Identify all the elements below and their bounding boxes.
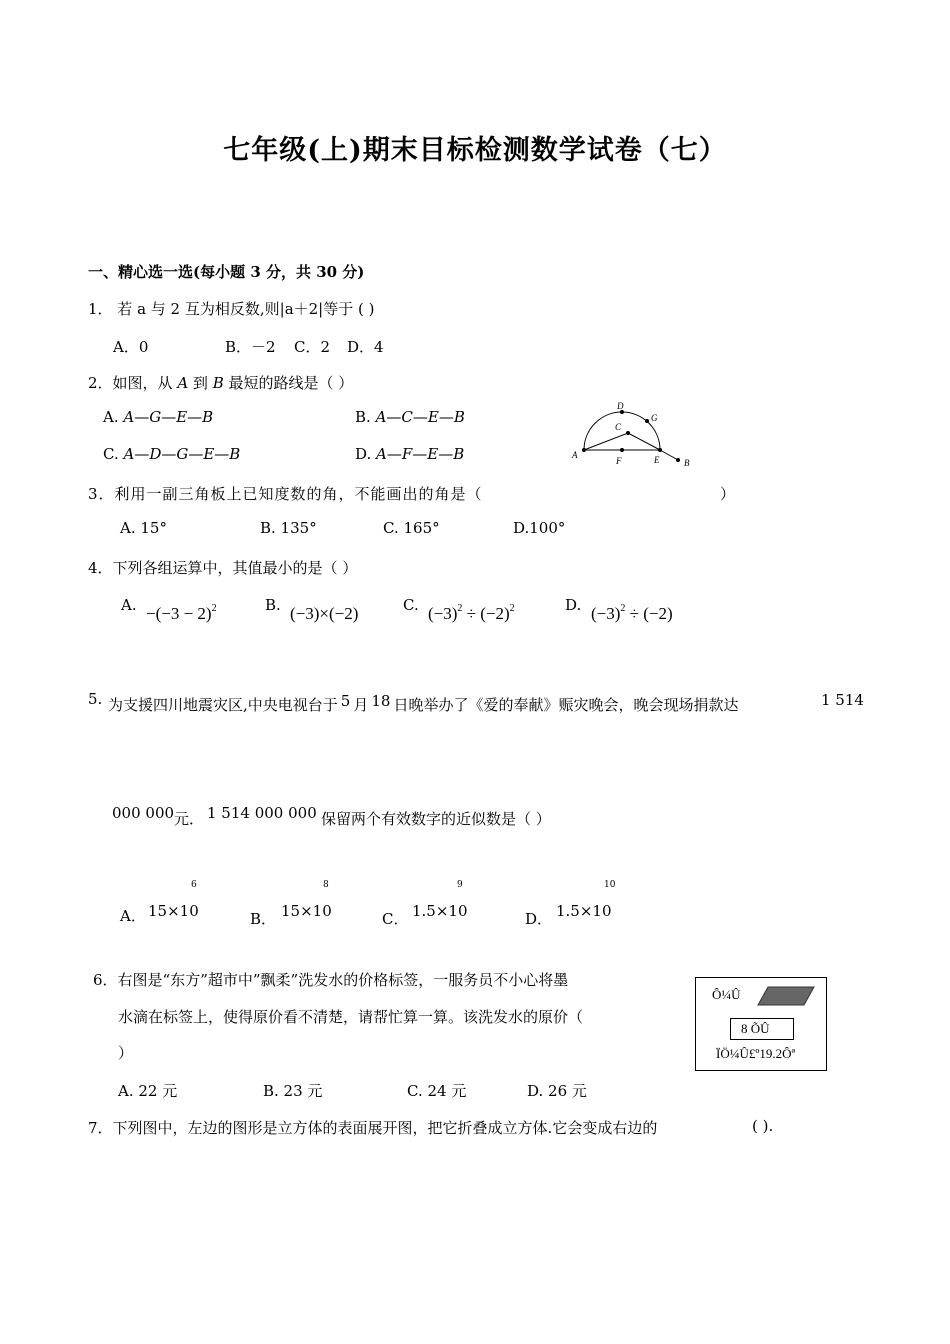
q5-line2-yuan: 元． (174, 810, 205, 828)
question-3-stem: 3．利用一副三角板上已知度数的角，不能画出的角是（ (88, 485, 483, 503)
q4-expr-c-exp2: 2 (509, 603, 515, 614)
q2-option-a-path: A—G—E—B (123, 408, 214, 426)
q2-stem-post: 最短的路线是（ ） (223, 374, 354, 392)
q6-option-b: B. 23 元 (263, 1082, 323, 1100)
q2-option-c (103, 445, 240, 463)
q5-month: 5 (340, 692, 351, 710)
q3-close-paren: ） (720, 485, 736, 503)
question-2-stem (88, 372, 353, 393)
q4-expr-d-tail: ÷ (−2) (625, 604, 673, 623)
q1-option-d: D．4 (347, 338, 384, 356)
q2-stem-mid: 到 (188, 374, 213, 392)
q5-line1 (108, 694, 738, 715)
q5-line1-a: 为支援四川地震灾区,中央电视台于 (108, 696, 338, 714)
q5-option-b-exponent: 8 (323, 880, 329, 890)
point-b (676, 458, 680, 462)
q4-expr-d-exp: 2 (620, 603, 626, 614)
q6-line3: ） (118, 1044, 134, 1062)
q5-amount-part1: 1 514 (821, 691, 864, 709)
q3-option-d: D.100° (513, 519, 566, 537)
q4-option-d-label: D. (565, 596, 582, 614)
q5-line1-b: 月 (353, 696, 369, 714)
price-tag-discount-box (730, 1018, 794, 1040)
q5-option-c-exponent: 9 (457, 880, 463, 890)
q6-line2: 水滴在标签上，使得原价看不清楚，请帮忙算一算。该洗发水的原价（ (118, 1008, 584, 1026)
q2-stem-pre: 2．如图，从 (88, 374, 178, 392)
q2-option-b-path: A—C—E—B (375, 408, 465, 426)
q3-option-c: C. 165° (383, 519, 440, 537)
q5-option-c-label: C． (382, 910, 409, 928)
q4-option-c-label: C. (403, 596, 419, 614)
q2-option-d-path: A—F—E—B (376, 445, 465, 463)
q7-answer-paren: ( ). (752, 1117, 774, 1135)
point-e (658, 448, 662, 452)
price-tag (695, 977, 827, 1071)
point-g (645, 419, 649, 423)
q2-route-figure (568, 398, 698, 470)
ink-blot-icon (756, 986, 816, 1006)
q3-option-a: A. 15° (120, 519, 167, 537)
q4-expr-a-exp: 2 (211, 603, 217, 614)
price-tag-original-label: Ô¼Û (712, 987, 741, 1002)
q4-expr-c-tail: ÷ (−2) (462, 604, 510, 623)
q5-line2-stem: 保留两个有效数字的近似数是（ ） (321, 810, 551, 828)
q6-line1: 6．右图是“东方”超市中”飘柔”洗发水的价格标签，一服务员不小心将墨 (93, 971, 569, 989)
q2-option-b-label: B. (355, 408, 376, 426)
q5-option-d-exponent: 10 (604, 880, 616, 890)
label-c: C (615, 422, 622, 432)
q1-option-b: B．－2 (225, 338, 276, 356)
q4-option-b-label: B. (265, 596, 281, 614)
q4-expr-c-exp1: 2 (457, 603, 463, 614)
q5-option-d-label: D． (525, 910, 553, 928)
label-d: D (617, 401, 624, 411)
point-f (620, 448, 624, 452)
q5-option-a-exponent: 6 (191, 880, 197, 890)
question-4-stem: 4．下列各组运算中，其值最小的是（ ） (88, 559, 358, 577)
label-a: A (572, 450, 578, 460)
q5-option-c-base: 1.5×10 (412, 902, 468, 920)
q6-option-d: D. 26 元 (527, 1082, 587, 1100)
label-f: F (616, 456, 622, 466)
point-c (626, 431, 630, 435)
q5-line2-number: 1 514 000 000 (207, 804, 317, 822)
price-tag-discount: 8 ÕÛ (741, 1021, 770, 1036)
q2-option-c-label: C. (103, 445, 124, 463)
q2-point-b: B (212, 374, 224, 392)
q5-option-a-base: 15×10 (148, 902, 199, 920)
q5-option-b-base: 15×10 (281, 902, 332, 920)
question-1-stem: 1． 若 a 与 2 互为相反数,则|a＋2|等于 ( ) (88, 300, 375, 318)
q4-expr-a: −(−3 − 2) (146, 604, 212, 623)
q2-option-a-label: A. (103, 408, 124, 426)
q4-option-c-expr (428, 604, 515, 624)
q5-day: 18 (371, 692, 391, 710)
page-title: 七年级(上)期末目标检测数学试卷（七） (223, 135, 727, 166)
q2-option-d-label: D. (355, 445, 377, 463)
label-b: B (684, 458, 690, 468)
q1-option-c: C．2 (294, 338, 331, 356)
q5-option-a-label: A． (120, 907, 146, 925)
q2-option-b (355, 408, 465, 426)
point-a (582, 448, 586, 452)
q5-amount-part2: 000 000 (112, 804, 175, 822)
q4-expr-d: (−3) (591, 604, 621, 623)
path-a-c-e (584, 433, 660, 450)
section-heading: 一、精心选一选(每小题 3 分，共 30 分) (88, 263, 365, 281)
q5-option-b-label: B． (250, 910, 277, 928)
q1-option-a: A．0 (113, 338, 149, 356)
q6-option-c: C. 24 元 (407, 1082, 467, 1100)
q6-option-a: A. 22 元 (118, 1082, 178, 1100)
q5-option-d-base: 1.5×10 (556, 902, 612, 920)
q2-option-a (103, 408, 213, 426)
question-7-stem: 7．下列图中，左边的图形是立方体的表面展开图，把它折叠成立方体.它会变成右边的 (88, 1119, 658, 1137)
q4-option-b-expr: (−3)×(−2) (290, 604, 359, 623)
label-e: E (654, 455, 660, 465)
q4-option-a-label: A. (121, 596, 137, 614)
q2-point-a: A (177, 374, 189, 392)
q2-option-c-path: A—D—G—E—B (123, 445, 241, 463)
q2-option-d (355, 445, 464, 463)
q4-option-a-expr (146, 604, 217, 624)
q5-line1-c: 日晚举办了《爱的奉献》赈灾晚会，晚会现场捐款达 (393, 696, 739, 714)
price-tag-current-price: ÏÖ¼Û£º19.2Ôª (716, 1046, 796, 1061)
q5-number: 5. (88, 690, 103, 708)
label-g: G (651, 413, 658, 423)
q4-option-d-expr (591, 604, 673, 624)
q3-option-b: B. 135° (260, 519, 317, 537)
q4-expr-c: (−3) (428, 604, 458, 623)
segment-e-b (660, 450, 678, 460)
